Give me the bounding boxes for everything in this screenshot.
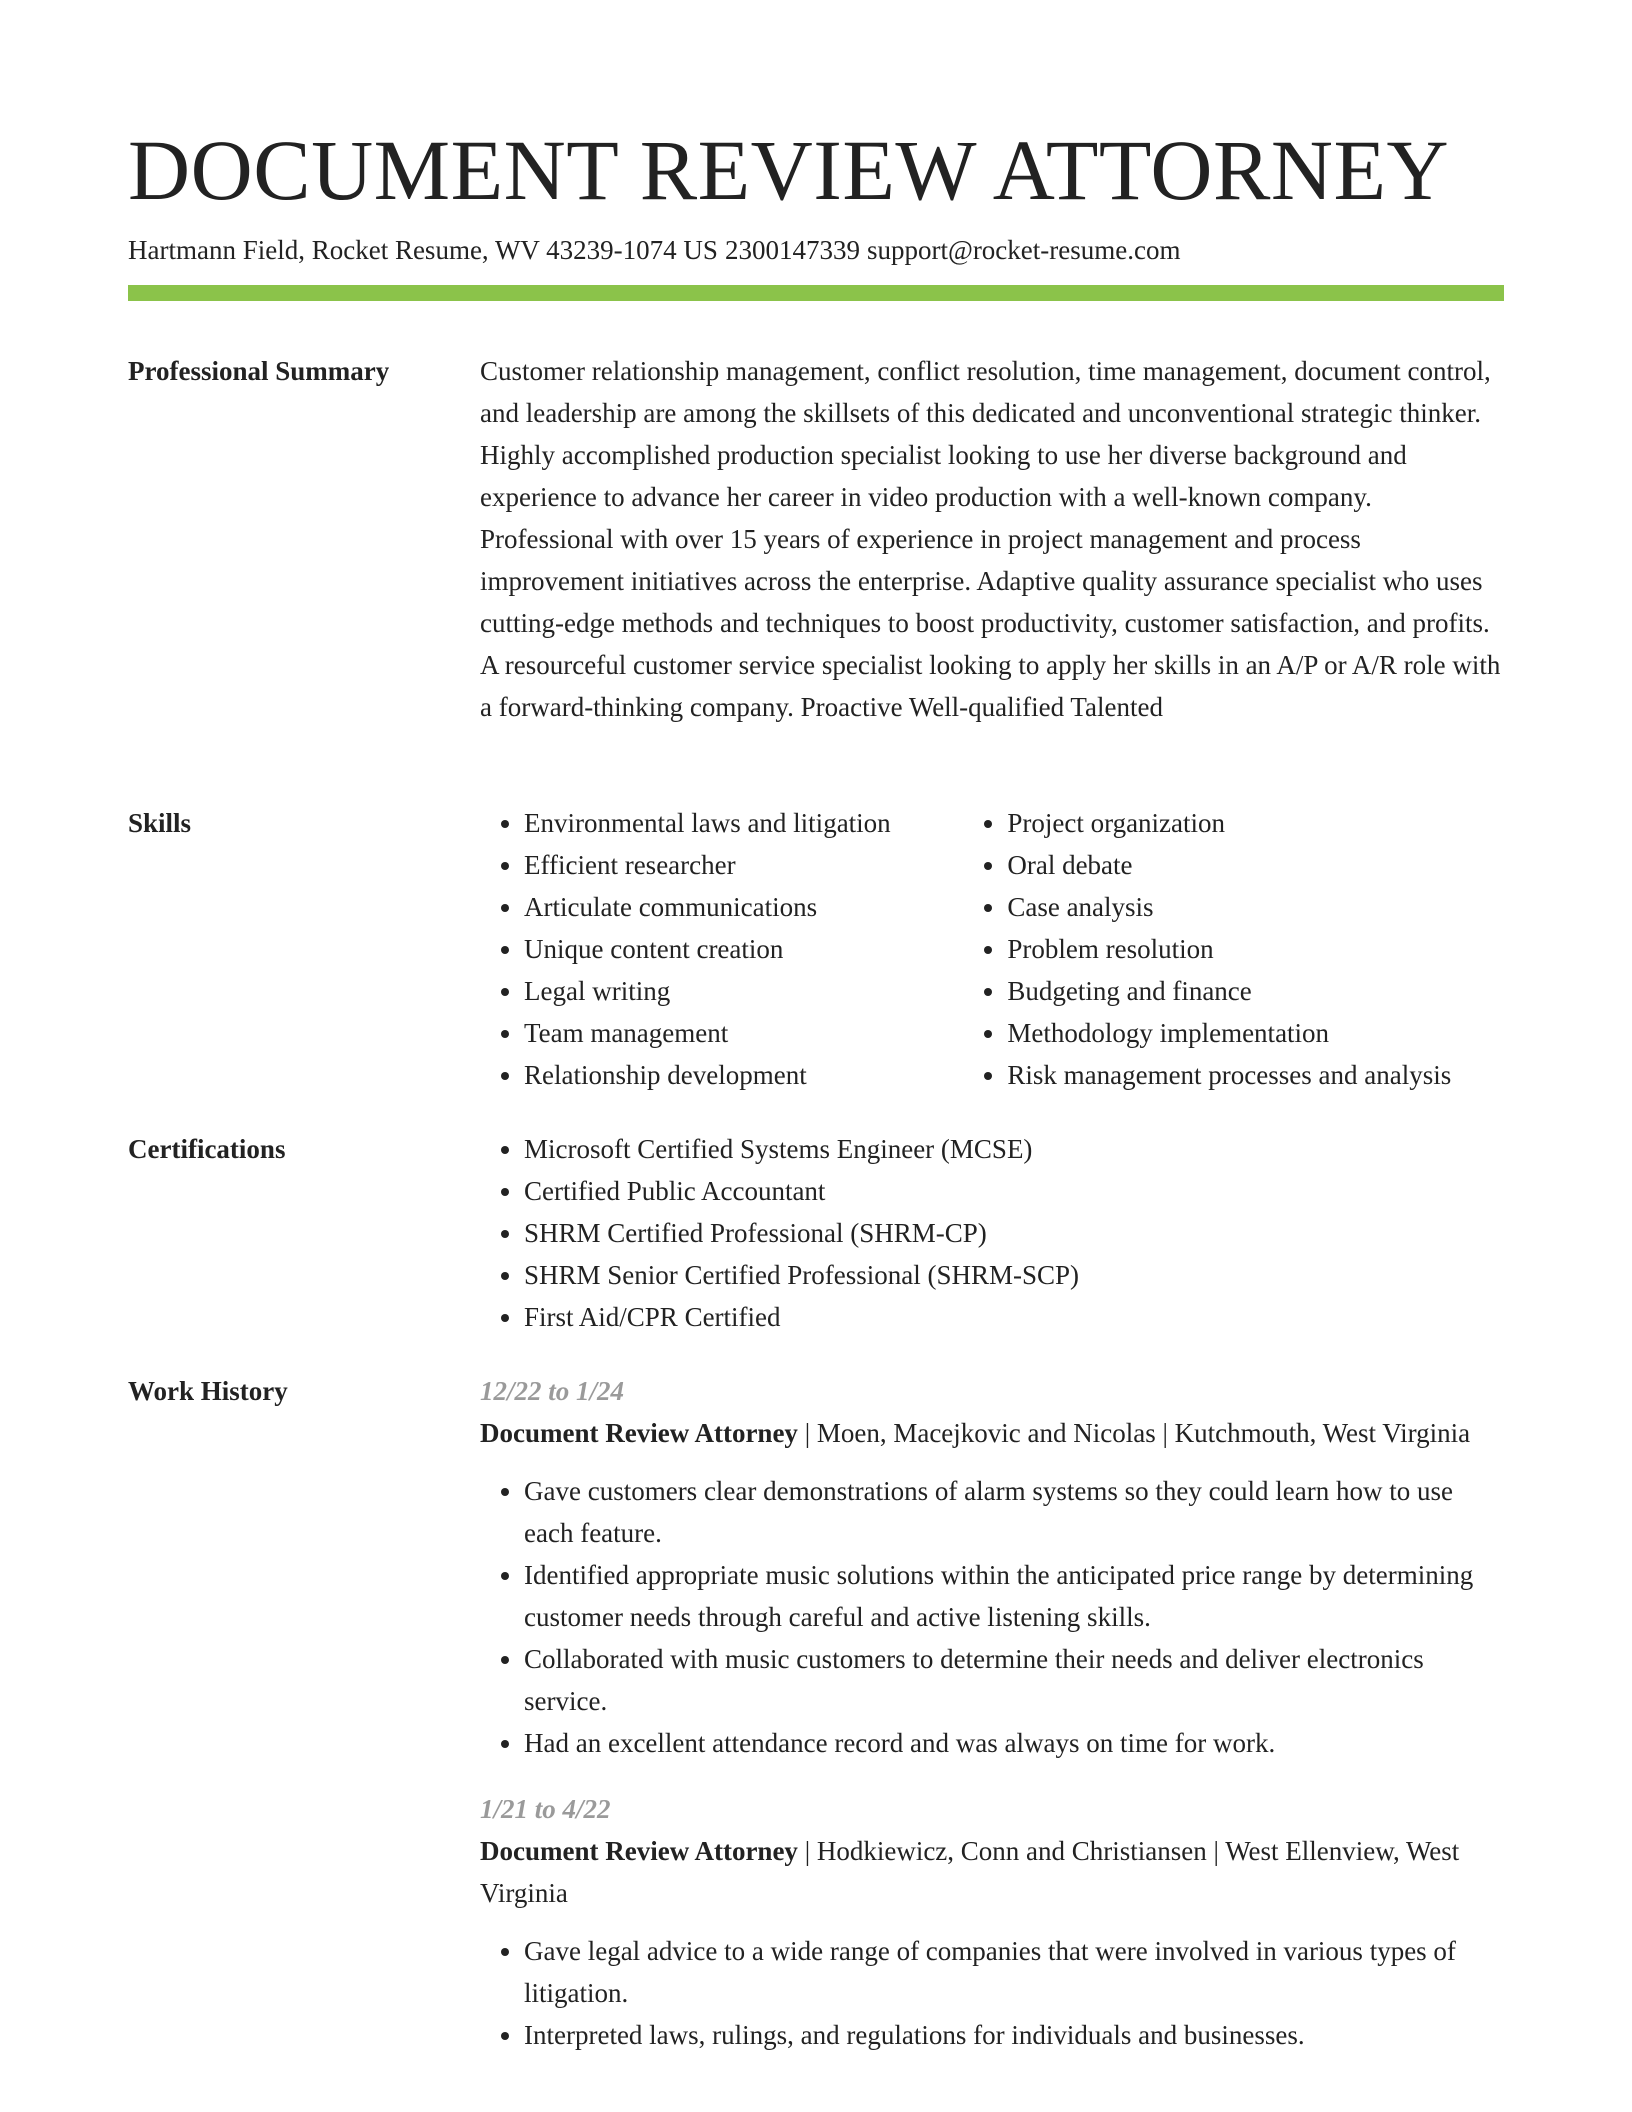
skills-body: [480, 802, 1504, 1096]
skill-item: • Environmental laws and litigation: [524, 802, 963, 844]
job-heading: [480, 1412, 1504, 1454]
header-divider: [128, 285, 1504, 301]
certification-item: • Certified Public Accountant: [524, 1170, 1504, 1212]
job-employer-location: | Hodkiewicz, Conn and Christiansen | West Ellenview, West Virginia: [480, 1836, 1460, 1908]
job-title: Document Review Attorney: [480, 1418, 798, 1448]
skill-item: • Articulate communications: [524, 886, 963, 928]
certification-item: • SHRM Certified Professional (SHRM-CP): [524, 1212, 1504, 1254]
certification-item: • First Aid/CPR Certified: [524, 1296, 1504, 1338]
job-dates: 12/22 to 1/24: [480, 1376, 625, 1406]
skill-item: • Methodology implementation: [1007, 1012, 1504, 1054]
job-duty-item: • Had an excellent attendance record and was always on time for work.: [524, 1722, 1504, 1764]
skills-list-right: [963, 802, 1504, 1096]
work-history-body: [480, 1370, 1504, 2080]
job-duty-item: • Interpreted laws, rulings, and regulations for individuals and businesses.: [524, 2014, 1504, 2056]
certification-item: • Microsoft Certified Systems Engineer (MCSE): [524, 1128, 1504, 1170]
contact-address: Hartmann Field, Rocket Resume, WV 43239-1074 US: [128, 235, 718, 265]
skill-item: • Unique content creation: [524, 928, 963, 970]
job-duty-item: • Gave customers clear demonstrations of alarm systems so they could learn how to use each feature.: [524, 1470, 1504, 1554]
skill-item: • Project organization: [1007, 802, 1504, 844]
job-duty-item: • Identified appropriate music solutions within the anticipated price range by determining customer needs through careful and active listening skills.: [524, 1554, 1504, 1638]
job-duty-item: • Gave legal advice to a wide range of companies that were involved in various types of litigation.: [524, 1930, 1504, 2014]
job-duty-item: • Collaborated with music customers to determine their needs and deliver electronics service.: [524, 1638, 1504, 1722]
job-employer-location: | Moen, Macejkovic and Nicolas | Kutchmouth, West Virginia: [797, 1418, 1471, 1448]
skill-item: • Problem resolution: [1007, 928, 1504, 970]
job-entry: [480, 1370, 1504, 1764]
skills-list-left: [480, 802, 963, 1096]
skill-item: • Team management: [524, 1012, 963, 1054]
section-label-work-history: Work History: [128, 1376, 288, 1406]
certifications-body: [480, 1128, 1504, 1338]
skill-item: • Case analysis: [1007, 886, 1504, 928]
skill-item: • Risk management processes and analysis: [1007, 1054, 1504, 1096]
contact-email[interactable]: support@rocket-resume.com: [866, 235, 1181, 265]
skill-item: • Oral debate: [1007, 844, 1504, 886]
certification-item: • SHRM Senior Certified Professional (SHRM-SCP): [524, 1254, 1504, 1296]
certifications-list: [480, 1128, 1504, 1338]
summary-body: [480, 350, 1504, 728]
section-label-skills: Skills: [128, 808, 192, 838]
skill-item: • Legal writing: [524, 970, 963, 1012]
job-duties-list: [480, 1470, 1504, 1764]
skill-item: • Efficient researcher: [524, 844, 963, 886]
contact-line: [128, 232, 1180, 268]
summary-text: Customer relationship management, conflict resolution, time management, document control, and leadership are among the skillsets of this dedicated and unconventional strategic thinker. Highly accomplished production specialist looking to use her diverse background and experience to advance her career in video production with a well-known company. Professional with over 15 years of experience in project management and process improvement initiatives across the enterprise. Adaptive quality assurance specialist who uses cutting-edge methods and techniques to boost productivity, customer satisfaction, and profits. A resourceful customer service specialist looking to apply her skills in an A/P or A/R role with a forward-thinking company. Proactive Well-qualified Talented: [480, 356, 1501, 722]
section-label-certifications: Certifications: [128, 1134, 286, 1164]
skill-item: • Relationship development: [524, 1054, 963, 1096]
job-heading: [480, 1830, 1504, 1914]
job-entry: [480, 1788, 1504, 2056]
section-label-summary: Professional Summary: [128, 356, 390, 386]
skill-item: • Budgeting and finance: [1007, 970, 1504, 1012]
contact-phone: 2300147339: [724, 235, 860, 265]
resume-title: DOCUMENT REVIEW ATTORNEY: [128, 122, 1450, 218]
job-duties-list: [480, 1930, 1504, 2056]
job-dates: 1/21 to 4/22: [480, 1794, 611, 1824]
job-title: Document Review Attorney: [480, 1836, 798, 1866]
